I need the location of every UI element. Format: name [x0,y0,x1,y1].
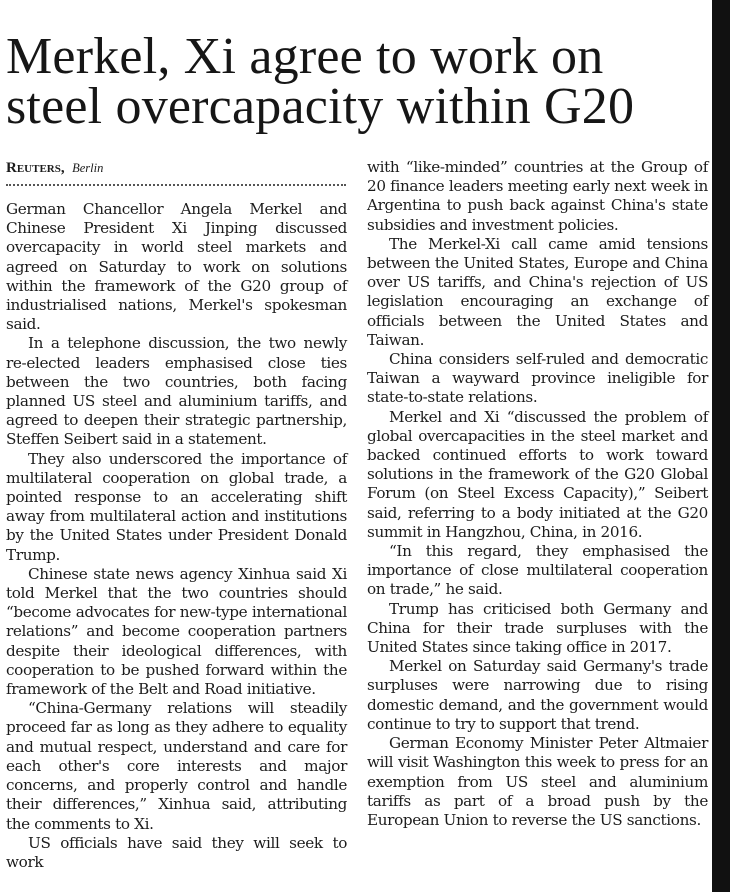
paragraph: with “like-minded” countries at the Group of 20 finance leaders meeting early next week in Argentina to push back against China's state subsidies and investment policies. [367,158,708,234]
byline-dateline: Berlin [72,161,104,175]
page-edge-shadow [712,0,730,892]
byline-dotted-rule [6,184,346,186]
article-column-right [367,158,708,830]
paragraph: German Chancellor Angela Merkel and Chinese President Xi Jinping discussed overcapacity in world steel markets and agreed on Saturday to work on solutions within the framework of the G20 group of industrialised nations, Merkel's spokesman said. [6,200,347,334]
paragraph: Merkel and Xi “discussed the problem of global overcapacities in the steel market and backed continued efforts to work toward solutions in the framework of the G20 Global Forum (on Steel Excess Capacity),” Seibert said, referring to a body initiated at the G20 summit in Hangzhou, China, in 2016. [367,407,708,541]
paragraph: The Merkel-Xi call came amid tensions between the United States, Europe and China over US tariffs, and China's rejection of US legislation encouraging an exchange of officials between the United States and Taiwan. [367,234,708,349]
paragraph: Merkel on Saturday said Germany's trade surpluses were narrowing due to rising domestic demand, and the government would continue to try to support that trend. [367,657,708,733]
paragraph: “China-Germany relations will steadily proceed far as long as they adhere to equality and mutual respect, understand and care for each other's core interests and major concerns, and properly control and handle their differences,” Xinhua said, attributing the comments to Xi. [6,699,347,833]
headline: Merkel, Xi agree to work on steel overcapacity within G20 [6,28,635,135]
paragraph: They also underscored the importance of multilateral cooperation on global trade, a pointed response to an accelerating shift away from multilateral action and institutions by the United States under President Donald Trump. [6,449,347,564]
paragraph: US officials have said they will seek to work [6,833,347,871]
paragraph: Chinese state news agency Xinhua said Xi told Merkel that the two countries should “become advocates for new-type international relations” and become cooperation partners despite their ideological differences, with cooperation to be pushed forward within the framework of the Belt and Road initiative. [6,564,347,699]
paragraph: German Economy Minister Peter Altmaier will visit Washington this week to press for an exemption from US steel and aluminium tariffs as part of a broad push by the European Union to reverse the US sanctions. [367,734,708,829]
article-column-left [6,200,347,872]
paragraph: In a telephone discussion, the two newly re-elected leaders emphasised close ties between the two countries, both facing planned US steel and aluminium tariffs, and agreed to deepen their strategic partnership, Steffen Seibert said in a statement. [6,334,347,449]
byline [6,158,346,178]
paragraph: “In this regard, they emphasised the importance of close multilateral cooperation on trade,” he said. [367,542,708,599]
paragraph: China considers self-ruled and democratic Taiwan a wayward province ineligible for state-to-state relations. [367,350,708,407]
paragraph: Trump has criticised both Germany and China for their trade surpluses with the United States since taking office in 2017. [367,599,708,657]
byline-agency: Reuters, [6,160,65,176]
